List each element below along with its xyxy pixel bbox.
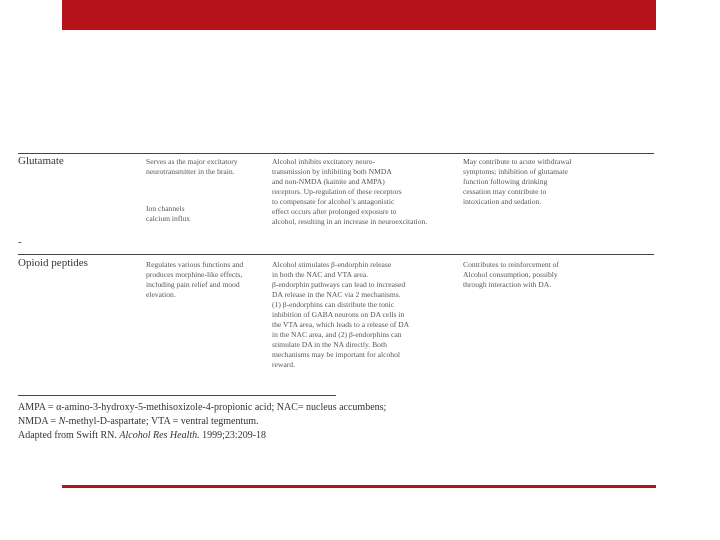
footnote bbox=[18, 401, 386, 443]
table-rule-top bbox=[18, 153, 654, 154]
footnote-abbreviations-1: AMPA = α-amino-3-hydroxy-5-methisoxizole-4-propionic acid; NAC= nucleus accumbens; bbox=[18, 402, 387, 413]
table-rule-middle bbox=[18, 254, 654, 255]
top-accent-bar bbox=[62, 0, 656, 30]
row-separator-mark: - bbox=[18, 236, 22, 248]
row-name-opioid-peptides: Opioid peptides bbox=[18, 257, 88, 269]
opioid-function: Regulates various functions and produces morphine-like effects, including pain relief and mood elevation. bbox=[146, 260, 244, 299]
footnote-citation: Adapted from Swift RN. Alcohol Res Health. 1999;23:209-18 bbox=[18, 430, 267, 441]
opioid-alcohol-effect: Alcohol stimulates β-endorphin release in both the NAC and VTA area. β-endorphin pathways can lead to increased DA release in the NAC via 2 mechanisms. (1) β-endorphins can distribute the tonic inhibition of GABA neurons on DA cells in the VTA area, which leads to a release of DA in the NAC area, and (2) β-endorphins can stimulate DA in the NA directly. Both mechanisms may be important for alcohol reward. bbox=[272, 260, 410, 369]
bottom-accent-bar bbox=[62, 485, 656, 488]
glutamate-function: Serves as the major excitatory neurotransmitter in the brain. bbox=[146, 157, 238, 176]
glutamate-alcohol-effect: Alcohol inhibits excitatory neuro- transmission by inhibiting both NMDA and non-NMDA (kainite and AMPA) receptors. Up-regulation of these receptors to compensate for alcohol’s antagonistic effect occurs after prolonged exposure to alcohol, resulting in an increase in neuroexcitation. bbox=[272, 157, 428, 226]
footnote-rule bbox=[18, 395, 336, 396]
glutamate-mechanism: Ion channels calcium influx bbox=[146, 204, 191, 223]
opioid-clinical: Contributes to reinforcement of Alcohol consumption, possibly through interaction with DA. bbox=[463, 260, 559, 289]
footnote-abbreviations-2: NMDA = N-methyl-D-aspartate; VTA = ventral tegmentum. bbox=[18, 416, 259, 427]
glutamate-clinical: May contribute to acute withdrawal symptoms; inhibition of glutamate function following drinking cessation may contribute to intoxication and sedation. bbox=[463, 157, 572, 206]
row-name-glutamate: Glutamate bbox=[18, 155, 64, 167]
